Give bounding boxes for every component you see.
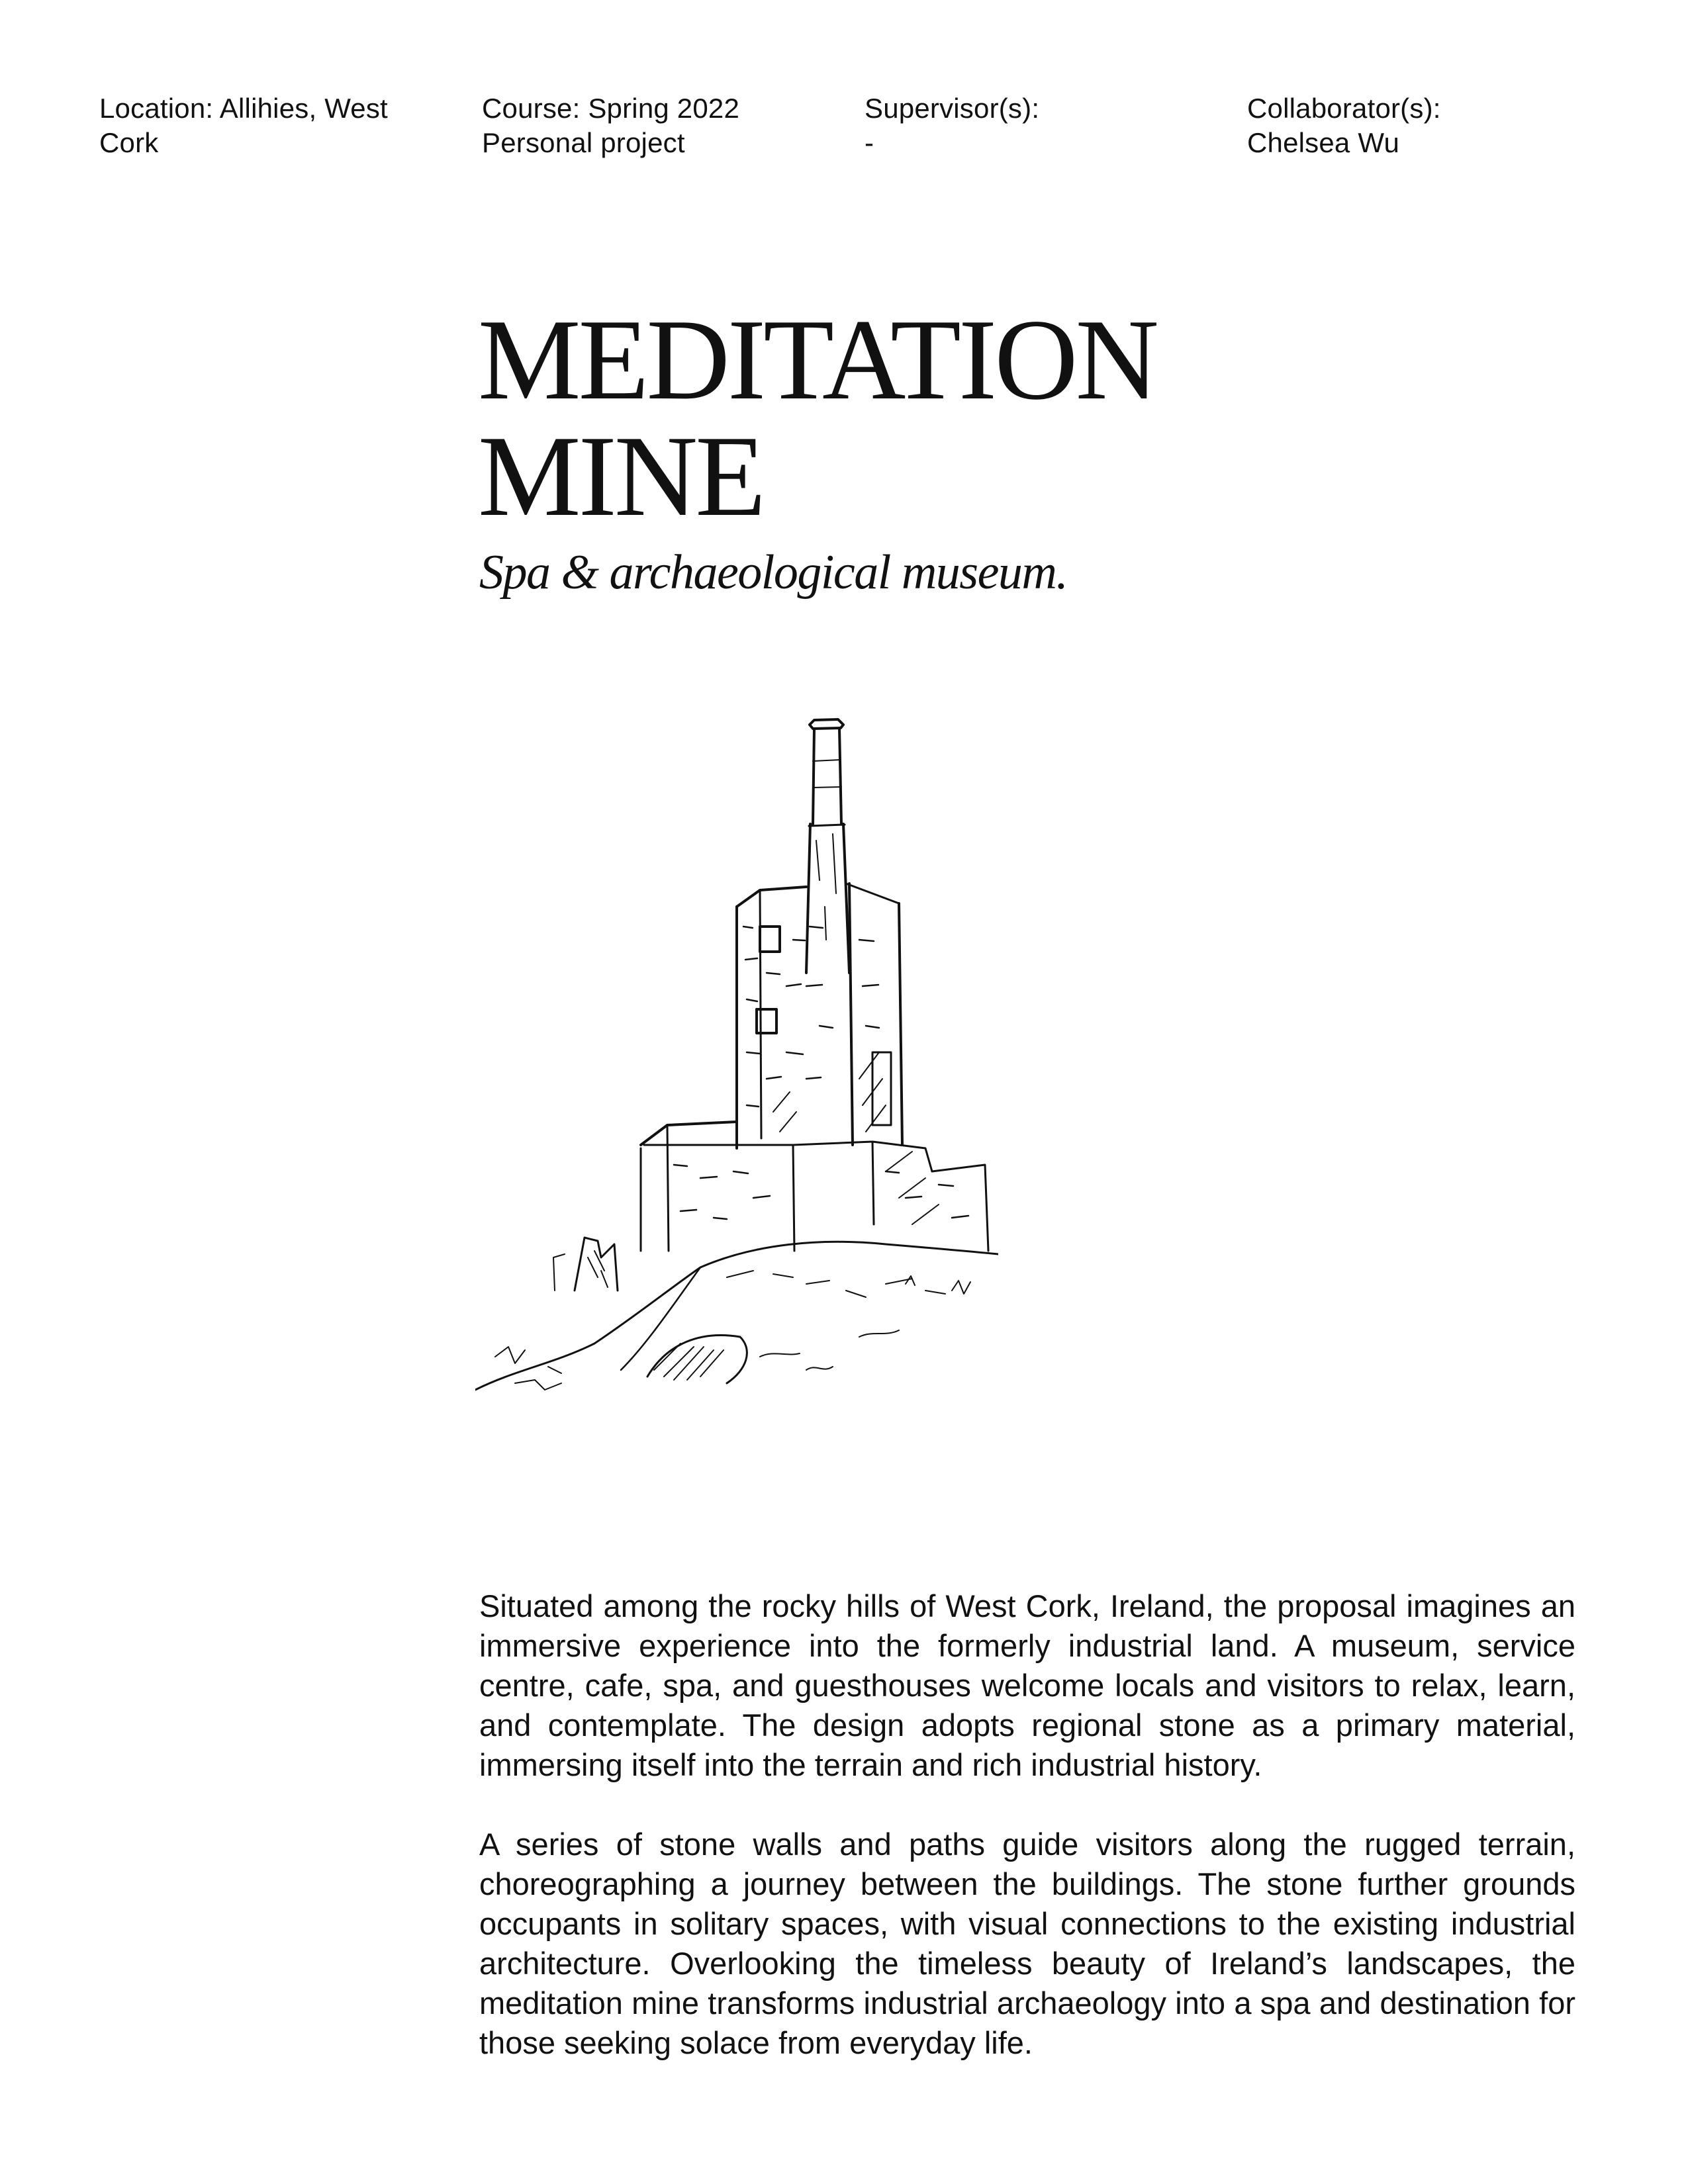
course-line-1: Course: Spring 2022 [482,93,740,124]
supervisor-line-2: - [865,127,874,158]
page-subtitle: Spa & archaeological museum. [479,545,1068,600]
description-paragraph-1: Situated among the rocky hills of West Cork, Ireland, the proposal imagines an immersive experience into the formerly industrial land. A museum, service centre, cafe, spa, and guesthouses welcome locals and visitors to relax, learn, and contemplate. The design adopts regional stone as a primary material, immersing itself into the terrain and rich industrial history. [479,1588,1575,1782]
course-info [482,91,839,160]
location-line-2: Cork [99,127,159,158]
page-title [478,295,1156,540]
description-paragraph-2: A series of stone walls and paths guide visitors along the rugged terrain, choreographing a journey between the buildings. The stone further grounds occupants in solitary spaces, with visual connections to the existing industrial architecture. Overlooking the timeless beauty of Ireland’s landscapes, the meditation mine transforms industrial archaeology into a spa and destination for those seeking solace from everyday life. [479,1827,1575,2060]
collaborator-info [1247,91,1605,160]
location-line-1: Location: Allihies, West [99,93,388,124]
collaborator-line-2: Chelsea Wu [1247,127,1400,158]
collaborator-line-1: Collaborator(s): [1247,93,1441,124]
title-line-2: MINE [478,412,764,540]
engine-house-sketch-icon [475,708,998,1423]
location-info [99,91,457,160]
project-meta [99,91,1589,171]
title-line-1: MEDITATION [478,295,1156,424]
course-line-2: Personal project [482,127,685,158]
supervisor-info [865,91,1222,160]
supervisor-line-1: Supervisor(s): [865,93,1040,124]
